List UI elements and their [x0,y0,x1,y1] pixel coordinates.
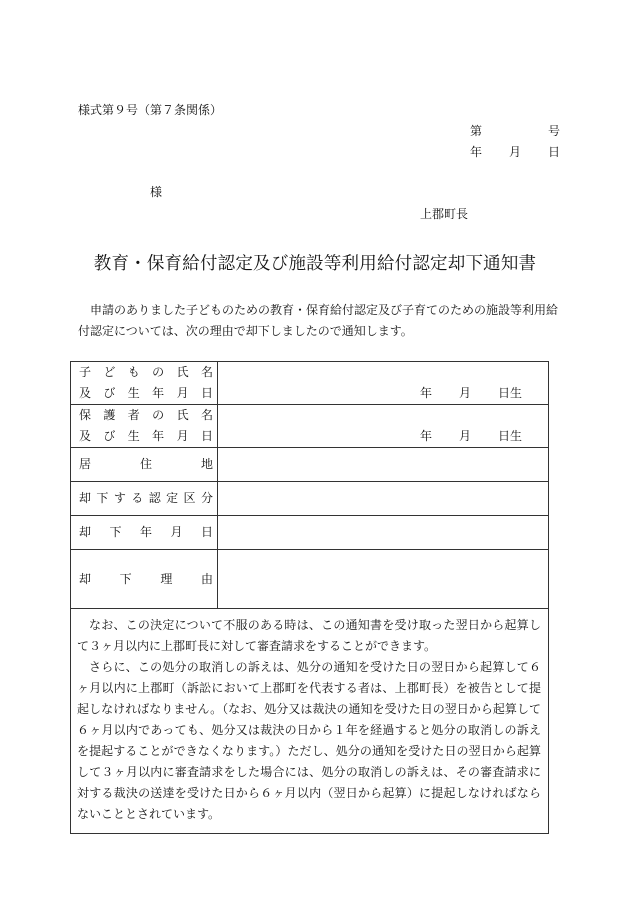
guardian-label-line-1: 保 護 者 の 氏 名 [79,408,213,422]
rejection-date-label: 却 下 年 月 日 [71,516,218,550]
guardian-label [71,405,218,448]
document-number-line [470,122,560,139]
notes-paragraph-2: さらに、この処分の取消しの訴えは、処分の通知を受けた日の翌日から起算して６ヶ月以内に上郡町（訴訟において上郡町を代表する者は、上郡町長）を被告として提起しなければなりません。（なお、処分又は裁決の通知を受けた日の翌日から起算して６ヶ月以内であっても、処分又は裁決の日から１年を経過すると処分の取消しの訴えを提起することができなくなります。）ただし、処分の通知を受けた日の翌日から起算して３ヶ月以内に審査請求をした場合には、処分の取消しの訴えは、その審査請求に対する裁決の送達を受けた日から６ヶ月以内（翌日から起算）に提起しなければならないこととされています。 [77,660,541,821]
reason-row [71,550,549,609]
rejection-date-value-cell[interactable] [218,516,549,550]
date-year: 年 [470,145,483,159]
number-suffix: 号 [547,124,560,138]
issue-date-line [470,143,560,160]
category-row [71,482,549,516]
category-value-cell[interactable] [218,482,549,516]
address-value-cell[interactable] [218,448,549,482]
reason-label: 却 下 理 由 [71,550,218,609]
sender-name: 上郡町長 [420,207,469,221]
addressee-honorific: 様 [150,185,163,199]
number-prefix: 第 [470,124,483,138]
child-row [71,362,549,405]
reason-value-cell[interactable] [218,550,549,609]
date-month: 月 [508,145,521,159]
child-label-line-2: 及 び 生 年 月 日 [79,386,213,400]
rejection-date-row [71,516,549,550]
category-label: 却 下 す る 認 定 区 分 [71,482,218,516]
address-row [71,448,549,482]
notes-row [71,609,549,834]
notes-paragraph-1: なお、この決定について不服のある時は、この通知書を受け取った翌日から起算して３ヶ月以内に上郡町長に対して審査請求をすることができます。 [77,618,541,653]
details-table [70,361,549,834]
form-number: 様式第９号（第７条関係） [78,103,223,117]
child-label [71,362,218,405]
intro-paragraph: 申請のありました子どものための教育・保育給付認定及び子育てのための施設等利用給付認定については、次の理由で却下しましたので通知します。 [78,303,559,338]
child-value-cell[interactable] [218,362,549,405]
guardian-row [71,405,549,448]
address-label: 居 住 地 [71,448,218,482]
guardian-label-line-2: 及 び 生 年 月 日 [79,429,213,443]
child-birthdate: 年 月 日生 [419,386,522,400]
appeal-notes [71,609,549,834]
guardian-birthdate: 年 月 日生 [419,429,522,443]
document-title: 教育・保育給付認定及び施設等利用給付認定却下通知書 [93,254,537,274]
child-label-line-1: 子 ど も の 氏 名 [79,365,213,379]
date-day: 日 [547,145,560,159]
guardian-value-cell[interactable] [218,405,549,448]
